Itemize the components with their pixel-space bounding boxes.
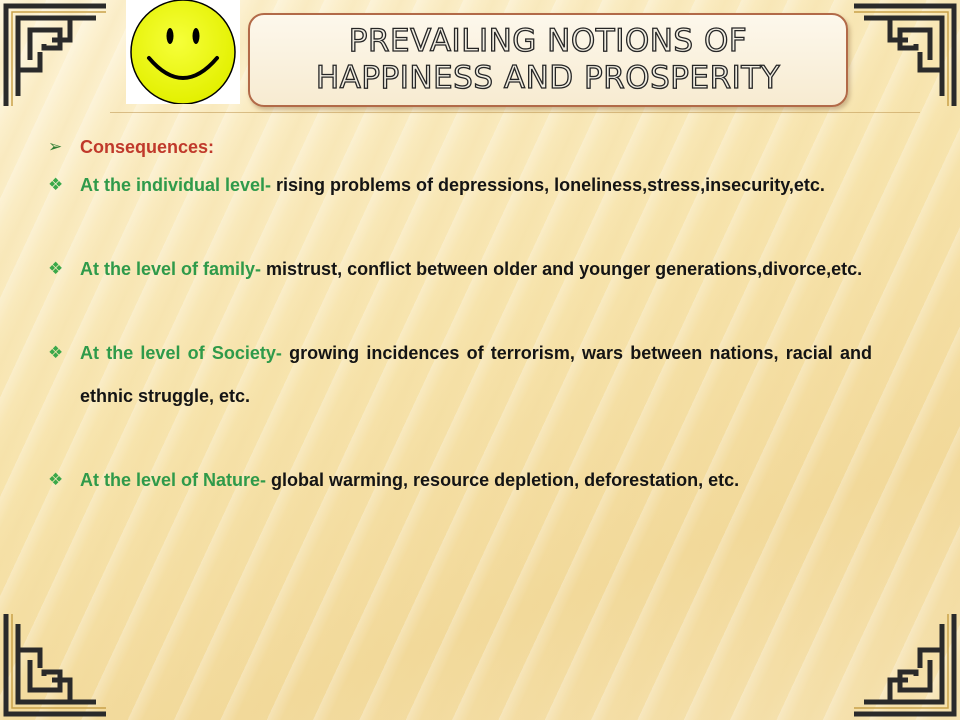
diamond-bullet-icon: ❖ — [48, 343, 64, 363]
diamond-bullet-icon: ❖ — [48, 259, 64, 279]
smiley-face-icon — [126, 0, 240, 104]
list-item — [48, 248, 872, 291]
corner-ornament-icon — [0, 0, 112, 112]
list-item-body: mistrust, conflict between older and younger generations,divorce,etc. — [261, 259, 863, 279]
corner-ornament-icon — [848, 0, 960, 112]
list-item-body: global warming, resource depletion, deforestation, etc. — [266, 470, 740, 490]
corner-ornament-icon — [0, 608, 112, 720]
header-divider — [110, 112, 920, 113]
list-item-body: growing incidences of terrorism, wars between nations, racial and ethnic struggle, etc. — [80, 343, 872, 406]
list-item-lead: At the level of Society- — [80, 343, 282, 363]
list-item-text — [80, 459, 872, 502]
list-item — [48, 164, 872, 207]
list-item-body: rising problems of depressions, loneliness,stress,insecurity,etc. — [271, 175, 825, 195]
list-item-lead: At the level of Nature- — [80, 470, 267, 490]
list-item-lead: At the level of family- — [80, 259, 262, 279]
consequences-heading-row — [48, 130, 872, 164]
list-item — [48, 332, 872, 418]
diamond-bullet-icon: ❖ — [48, 175, 64, 195]
list-item-lead: At the individual level- — [80, 175, 272, 195]
slide-title-line-2: HAPPINESS AND PROSPERITY — [315, 60, 781, 96]
list-item-text — [80, 248, 872, 291]
diamond-bullet-icon: ❖ — [48, 470, 64, 490]
slide-title-line-1: PREVAILING NOTIONS OF — [348, 23, 748, 59]
slide-content — [48, 130, 872, 502]
arrow-right-icon: ➢ — [48, 137, 63, 157]
list-item-text — [80, 164, 872, 207]
slide-title-box — [248, 13, 848, 107]
list-item — [48, 459, 872, 502]
list-item-text — [80, 332, 872, 418]
smiley-image — [126, 0, 240, 104]
corner-ornament-icon — [848, 608, 960, 720]
consequences-heading: Consequences: — [80, 137, 215, 157]
